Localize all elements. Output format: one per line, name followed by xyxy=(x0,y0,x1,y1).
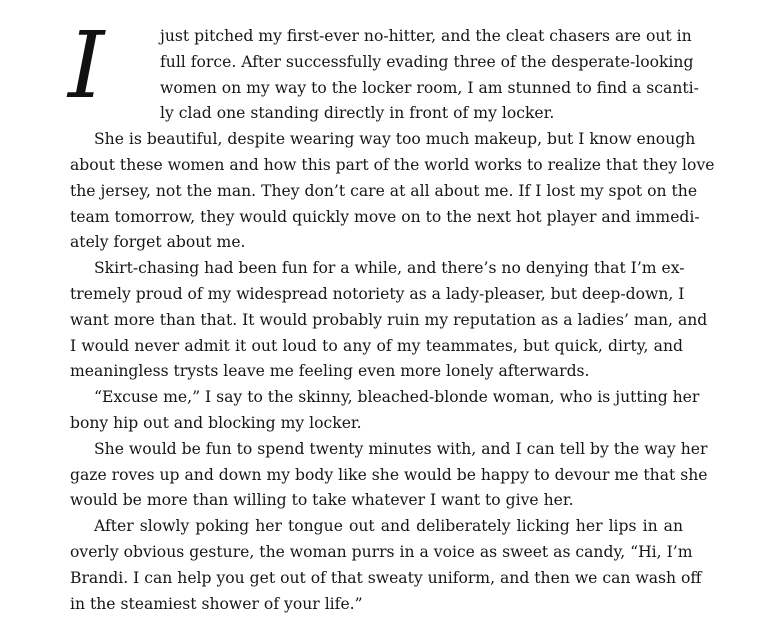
drop-cap: I xyxy=(68,12,105,119)
paragraph-1-line-4: ly clad one standing directly in front of my locker. xyxy=(160,104,555,123)
paragraph-6-line-2: overly obvious gesture, the woman purrs in a voice as sweet as candy, “Hi, I’m xyxy=(70,542,693,561)
paragraph-3-line-1: Skirt-chasing had been fun for a while, and there’s no denying that I’m ex- xyxy=(94,259,685,278)
paragraph-3-line-4: I would never admit it out loud to any of my teammates, but quick, dirty, and xyxy=(70,336,683,355)
paragraph-4 xyxy=(70,385,700,437)
paragraph-2 xyxy=(70,127,715,256)
paragraph-2-line-2: about these women and how this part of the world works to realize that they love xyxy=(70,155,715,174)
paragraph-6-line-4: in the steamiest shower of your life.” xyxy=(70,594,363,613)
paragraph-3-line-3: want more than that. It would probably ruin my reputation as a ladies’ man, and xyxy=(70,310,708,329)
paragraph-2-line-5: ately forget about me. xyxy=(70,233,246,252)
paragraph-3-line-2: tremely proud of my widespread notoriety as a lady-pleaser, but deep-down, I xyxy=(70,284,685,303)
paragraph-5-line-2: gaze roves up and down my body like she would be happy to devour me that she xyxy=(70,465,708,484)
paragraph-2-line-3: the jersey, not the man. They don’t care at all about me. If I lost my spot on the xyxy=(70,181,698,200)
paragraph-1-line-2: full force. After successfully evading three of the desperate-looking xyxy=(160,52,694,71)
paragraph-2-line-4: team tomorrow, they would quickly move on to the next hot player and immedi- xyxy=(70,207,700,226)
paragraph-5-line-3: would be more than willing to take whatever I want to give her. xyxy=(70,491,574,510)
paragraph-3-line-5: meaningless trysts leave me feeling even more lonely afterwards. xyxy=(70,362,590,381)
paragraph-2-line-1: She is beautiful, despite wearing way too much makeup, but I know enough xyxy=(94,130,696,149)
paragraph-5 xyxy=(70,437,708,514)
paragraph-1-line-1: just pitched my first-ever no-hitter, and the cleat chasers are out in xyxy=(160,27,692,45)
paragraph-1 xyxy=(68,12,699,127)
paragraph-1-line-3: women on my way to the locker room, I am stunned to find a scanti- xyxy=(160,78,699,97)
paragraph-6-line-3: Brandi. I can help you get out of that sweaty uniform, and then we can wash off xyxy=(70,568,702,587)
paragraph-5-line-1: She would be fun to spend twenty minutes with, and I can tell by the way her xyxy=(94,439,708,458)
paragraph-4-line-1: “Excuse me,” I say to the skinny, bleached-blonde woman, who is jutting her xyxy=(94,388,700,407)
paragraph-6 xyxy=(70,514,702,617)
book-page-text xyxy=(68,12,715,617)
paragraph-3 xyxy=(70,256,708,385)
paragraph-4-line-2: bony hip out and blocking my locker. xyxy=(70,413,362,432)
paragraph-6-line-1: After slowly poking her tongue out and deliberately licking her lips in an xyxy=(94,517,683,536)
